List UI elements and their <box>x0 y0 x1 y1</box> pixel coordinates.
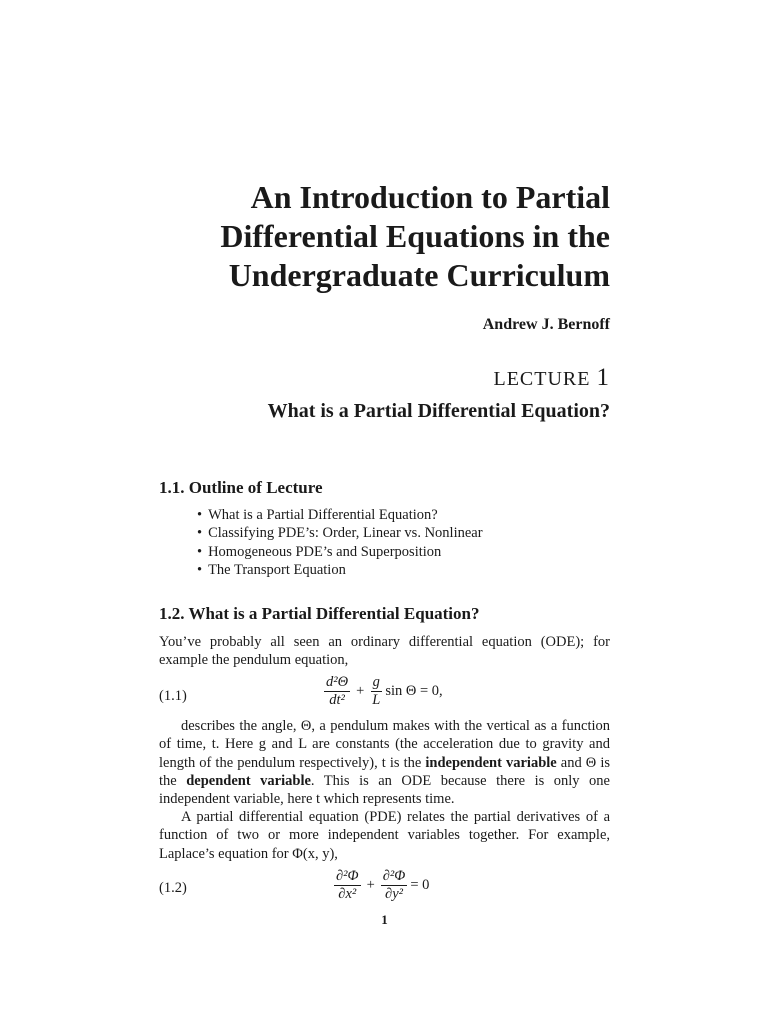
denominator: ∂y² <box>385 886 403 902</box>
page-number: 1 <box>381 912 388 927</box>
fraction-d2theta-dt2 <box>324 674 350 709</box>
title-line-1: An Introduction to Partial <box>250 179 610 215</box>
section-heading-outline: 1.1. Outline of Lecture <box>159 478 323 497</box>
title-line-3: Undergraduate Curriculum <box>228 257 610 293</box>
numerator: ∂²Φ <box>336 868 359 884</box>
plus-sign: + <box>356 683 365 699</box>
equation-number-1-1: (1.1) <box>159 688 187 704</box>
text-run: and Θ is the <box>159 754 610 789</box>
paragraph-ode-intro: You’ve probably all seen an ordinary differential equation (ODE); for example the pendulum equation, <box>159 634 610 669</box>
term-independent-variable: independent variable <box>425 754 557 771</box>
title-line-2: Differential Equations in the <box>220 218 610 254</box>
denominator: ∂x² <box>338 886 357 902</box>
list-item: • What is a Partial Differential Equation? <box>197 506 483 524</box>
lecture-number: 1 <box>596 364 610 391</box>
equation-tail: sin Θ = 0, <box>385 683 443 699</box>
pendulum-equation <box>321 674 443 709</box>
fraction-d2phi-dy2 <box>381 868 408 903</box>
lecture-title: What is a Partial Differential Equation? <box>267 400 610 422</box>
text-run: describes the angle, Θ, a pendulum makes with the vertical as a function of time, t. Here g and L are constants (the acceleration due to gravity and length of the pendulum respectively), t is the <box>159 718 610 771</box>
term-dependent-variable: dependent variable <box>186 772 311 789</box>
equation-tail: = 0 <box>410 877 430 893</box>
outline-list <box>197 506 483 579</box>
list-item: • The Transport Equation <box>197 561 483 579</box>
plus-sign: + <box>366 877 375 893</box>
equation-number-1-2: (1.2) <box>159 880 187 896</box>
paragraph-ode-explanation <box>159 717 610 808</box>
text-run: . This is an ODE because there is only one independent variable, here t which represents time. <box>159 772 610 808</box>
laplace-equation <box>331 868 429 903</box>
fraction-g-over-l <box>370 674 382 709</box>
lecture-label <box>494 364 611 392</box>
paragraph-pde-definition: A partial differential equation (PDE) relates the partial derivatives of a function of two or more independent variables together. For example, Laplace’s equation for Φ(x, y), <box>159 809 610 862</box>
numerator: ∂²Φ <box>382 868 406 884</box>
lecture-word: LECTURE <box>493 368 591 390</box>
section-heading-pde: 1.2. What is a Partial Differential Equation? <box>159 604 480 623</box>
fraction-d2phi-dx2 <box>334 868 361 903</box>
list-item: • Classifying PDE’s: Order, Linear vs. Nonlinear <box>197 524 483 542</box>
denominator: dt² <box>329 692 345 708</box>
numerator: d²Θ <box>326 674 349 690</box>
denominator: L <box>372 692 381 708</box>
list-item: • Homogeneous PDE’s and Superposition <box>197 543 483 561</box>
paper-page <box>159 0 610 1024</box>
author-name: Andrew J. Bernoff <box>482 316 610 333</box>
paper-title <box>159 178 610 295</box>
numerator: g <box>372 674 380 690</box>
